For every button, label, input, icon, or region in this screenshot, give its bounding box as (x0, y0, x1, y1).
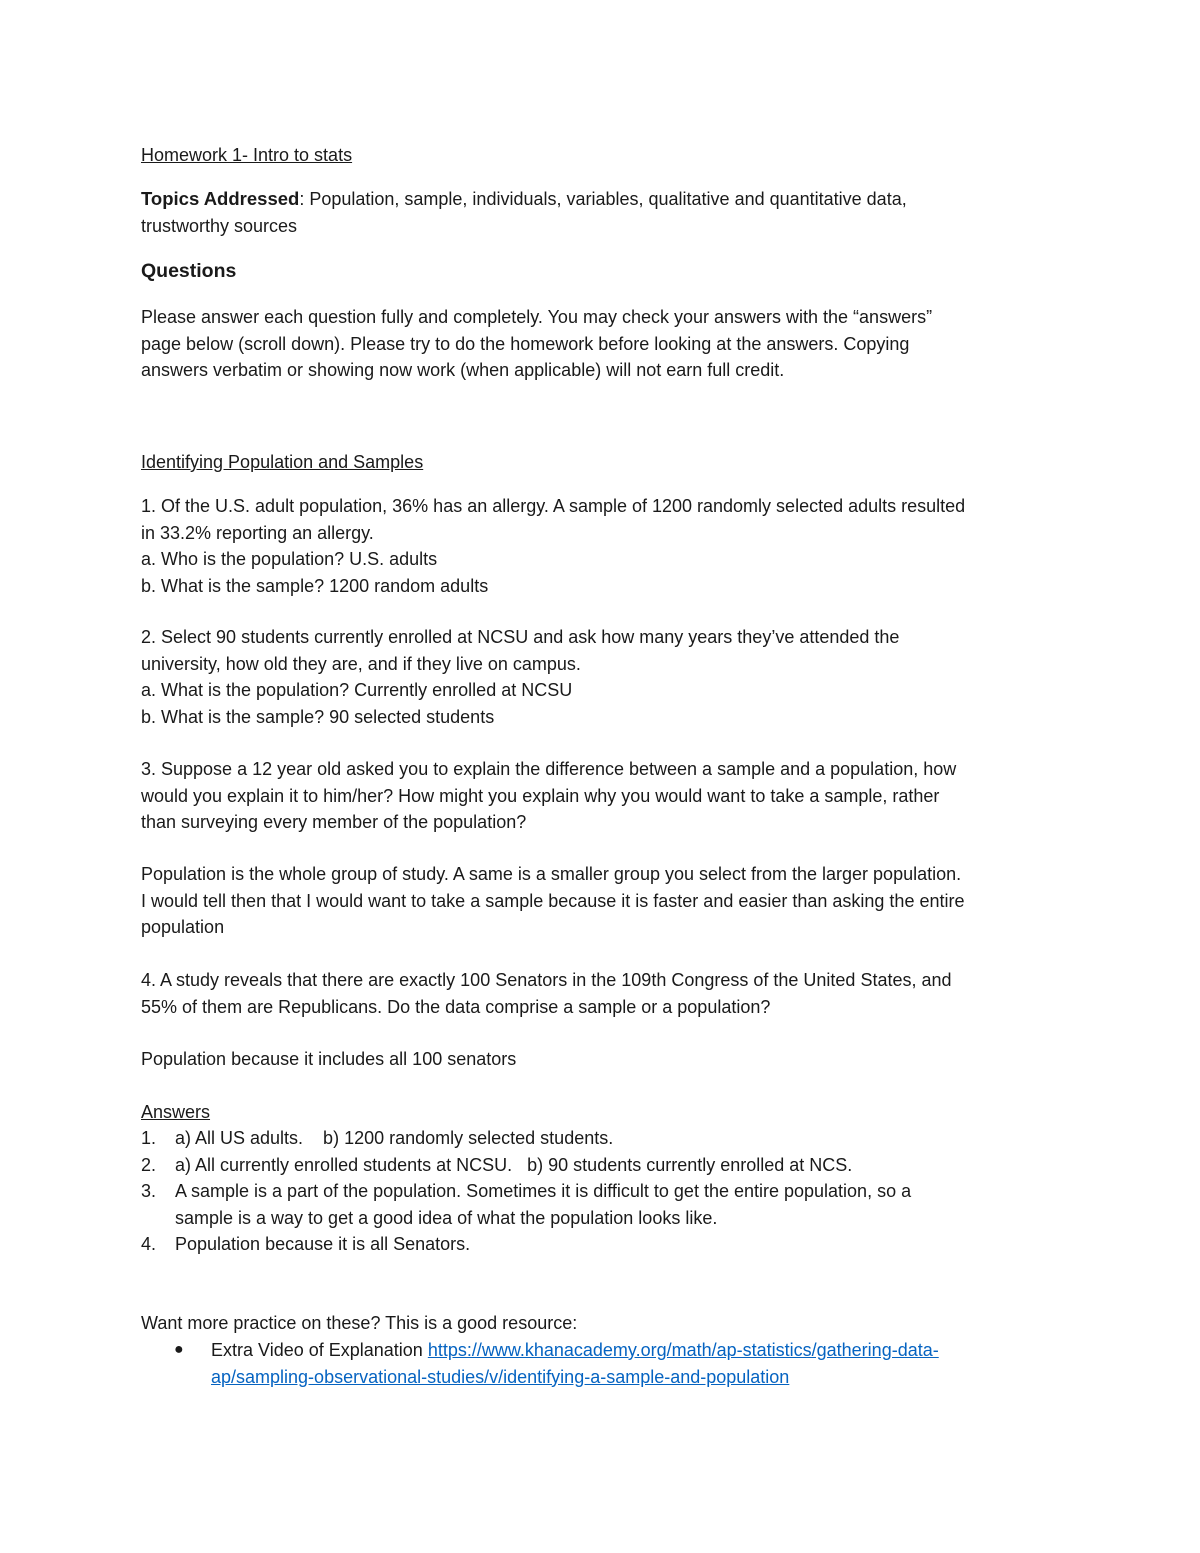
question-line: a. What is the population? Currently enrolled at NCSU (141, 680, 573, 700)
answer-text: A sample is a part of the population. Sometimes it is difficult to get the entire population, so a (175, 1181, 912, 1201)
instructions-line: answers verbatim or showing now work (when applicable) will not earn full credit. (141, 360, 785, 380)
practice-intro-block (141, 1310, 1081, 1337)
answer-item (141, 1178, 1081, 1231)
answers-list (141, 1125, 1081, 1258)
resource-link-line1[interactable]: https://www.khanacademy.org/math/ap-statistics/gathering-data- (427, 1340, 939, 1360)
instructions-line: Please answer each question fully and completely. You may check your answers with the “answers” (141, 307, 933, 327)
section-heading: Identifying Population and Samples (141, 452, 424, 472)
questions-heading-block (141, 258, 1081, 285)
question-line: b. What is the sample? 1200 random adults (141, 575, 489, 596)
practice-intro: Want more practice on these? This is a good resource: (141, 1313, 578, 1333)
question-line: would you explain it to him/her? How might you explain why you would want to take a sample, rather (141, 785, 940, 806)
question-line: b. What is the sample? 90 selected students (141, 706, 495, 727)
answer-line: population (141, 917, 225, 937)
answer-line: Population because it includes all 100 senators (141, 1049, 517, 1069)
answer-number: 2. (141, 1154, 157, 1175)
question-2 (141, 624, 1081, 730)
answers-heading: Answers (141, 1102, 211, 1122)
resource-link-line2[interactable]: ap/sampling-observational-studies/v/identifying-a-sample-and-population (211, 1366, 790, 1387)
question-line: 55% of them are Republicans. Do the data comprise a sample or a population? (141, 996, 771, 1017)
document-title-block (141, 142, 1081, 169)
question-4 (141, 967, 1081, 1020)
answer-item (141, 1231, 1081, 1258)
question-line: a. Who is the population? U.S. adults (141, 549, 438, 569)
question-line: 1. Of the U.S. adult population, 36% has an allergy. A sample of 1200 randomly selected adults resulted (141, 496, 966, 516)
question-3-answer (141, 861, 1081, 941)
resource-label: Extra Video of Explanation (211, 1340, 428, 1360)
question-line: 2. Select 90 students currently enrolled at NCSU and ask how many years they’ve attended the (141, 627, 900, 647)
answer-text: a) All currently enrolled students at NCSU. b) 90 students currently enrolled at NCS. (175, 1154, 853, 1175)
question-line: 3. Suppose a 12 year old asked you to explain the difference between a sample and a population, how (141, 759, 957, 779)
document-title: Homework 1- Intro to stats (141, 145, 353, 165)
topics-block (141, 186, 1081, 239)
answer-text: a) All US adults. b) 1200 randomly selected students. (175, 1128, 614, 1148)
topics-text-line1: : Population, sample, individuals, variables, qualitative and quantitative data, (299, 189, 907, 209)
question-3 (141, 756, 1081, 836)
question-line: than surveying every member of the population? (141, 812, 527, 832)
answer-text: Population because it is all Senators. (175, 1234, 471, 1254)
topics-label: Topics Addressed (141, 188, 300, 209)
question-1 (141, 493, 1081, 599)
answers-list-block (141, 1125, 1081, 1258)
answers-heading-block (141, 1099, 1081, 1126)
question-line: university, how old they are, and if they live on campus. (141, 653, 581, 674)
answer-item (141, 1152, 1081, 1179)
answer-number: 4. (141, 1234, 157, 1254)
topics-text-line2: trustworthy sources (141, 215, 298, 236)
answer-number: 1. (141, 1128, 157, 1148)
answer-text: sample is a way to get a good idea of what the population looks like. (175, 1207, 718, 1228)
answer-item (141, 1125, 1081, 1152)
bullet-icon: ● (174, 1341, 184, 1358)
question-line: 4. A study reveals that there are exactly 100 Senators in the 109th Congress of the United States, and (141, 970, 952, 990)
instructions-line: page below (scroll down). Please try to do the homework before looking at the answers. Copying (141, 333, 910, 354)
question-line: in 33.2% reporting an allergy. (141, 522, 374, 543)
answer-line: I would tell then that I would want to take a sample because it is faster and easier than asking the entire (141, 890, 965, 911)
section-heading-block (141, 449, 1081, 476)
resource-list-block (141, 1337, 1081, 1390)
questions-heading: Questions (141, 260, 237, 282)
answer-line: Population is the whole group of study. A same is a smaller group you select from the larger population. (141, 864, 962, 884)
answer-number: 3. (141, 1181, 157, 1201)
question-4-answer (141, 1046, 1081, 1073)
resource-item (141, 1337, 1081, 1390)
instructions (141, 304, 1081, 384)
resource-list (141, 1337, 1081, 1390)
